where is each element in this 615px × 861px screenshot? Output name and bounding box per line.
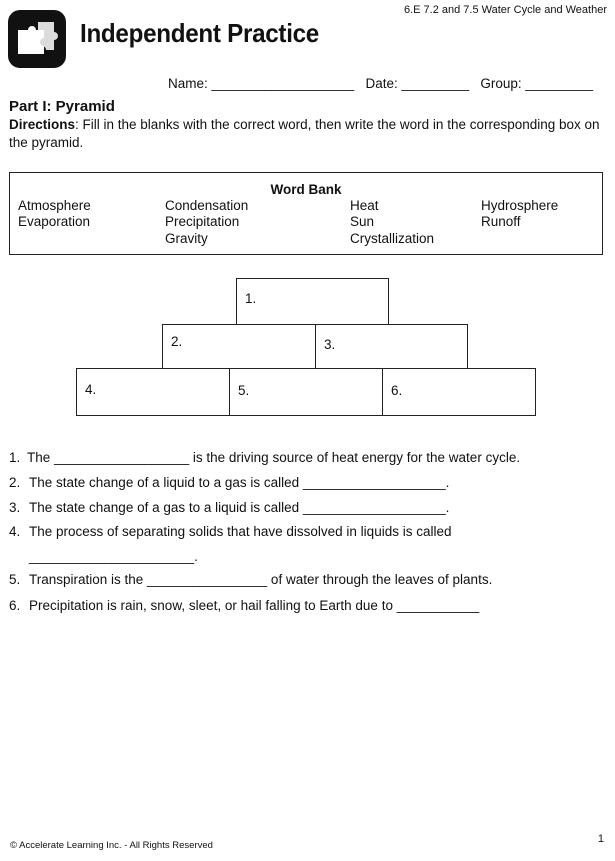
directions xyxy=(9,116,609,152)
pyramid-box-1[interactable] xyxy=(236,278,389,326)
date-label: Date: xyxy=(365,76,398,91)
word-atmosphere: Atmosphere xyxy=(18,198,91,213)
name-blank[interactable]: ___________________ xyxy=(211,76,355,91)
pyramid-box-2-label: 2. xyxy=(171,334,183,349)
date-blank[interactable]: _________ xyxy=(401,76,470,91)
question-4 xyxy=(0,524,615,568)
pyramid-box-4[interactable] xyxy=(76,368,231,416)
question-5-text: Transpiration is the ________________ of water through the leaves of plants. xyxy=(29,572,493,587)
pyramid-box-6-label: 6. xyxy=(391,383,403,398)
directions-text: : Fill in the blanks with the correct word, then write the word in the corresponding box on the pyramid. xyxy=(9,117,600,150)
question-3-text: The state change of a gas to a liquid is called ___________________. xyxy=(29,500,450,515)
question-1 xyxy=(0,450,615,468)
word-gravity: Gravity xyxy=(165,231,208,246)
question-2-number: 2. xyxy=(9,475,21,490)
pyramid-box-3[interactable] xyxy=(315,324,468,370)
word-precipitation: Precipitation xyxy=(165,214,240,229)
pyramid-box-2[interactable] xyxy=(162,324,317,370)
group-blank[interactable]: _________ xyxy=(525,76,593,91)
question-6-text: Precipitation is rain, snow, sleet, or hail falling to Earth due to ___________ xyxy=(29,598,480,613)
word-evaporation: Evaporation xyxy=(18,214,91,229)
question-4-blank: ______________________. xyxy=(29,549,198,564)
page-number: 1 xyxy=(597,833,604,845)
word-bank xyxy=(9,172,603,255)
page-title: Independent Practice xyxy=(80,18,319,48)
question-6-number: 6. xyxy=(9,598,21,613)
pyramid-box-1-label: 1. xyxy=(245,291,257,306)
question-3 xyxy=(0,500,615,518)
directions-label: Directions xyxy=(9,117,76,132)
puzzle-icon xyxy=(8,10,66,68)
copyright: © Accelerate Learning Inc. - All Rights Reserved xyxy=(10,840,213,851)
word-sun: Sun xyxy=(350,214,375,229)
pyramid-box-4-label: 4. xyxy=(85,382,97,397)
question-1-number: 1. xyxy=(9,450,21,465)
pyramid-box-5[interactable] xyxy=(229,368,384,416)
word-heat: Heat xyxy=(350,198,379,213)
pyramid-box-3-label: 3. xyxy=(324,337,336,352)
word-condensation: Condensation xyxy=(165,198,249,213)
question-3-number: 3. xyxy=(9,500,21,515)
puzzle-logo xyxy=(8,10,66,68)
word-crystallization: Crystallization xyxy=(350,231,435,246)
question-6 xyxy=(0,598,615,616)
question-5-number: 5. xyxy=(9,572,21,587)
question-2-text: The state change of a liquid to a gas is called ___________________. xyxy=(29,475,450,490)
question-2 xyxy=(0,475,615,493)
question-4-number: 4. xyxy=(9,524,21,539)
word-bank-title: Word Bank xyxy=(270,182,342,197)
group-label: Group: xyxy=(480,76,522,91)
name-label: Name: xyxy=(168,76,208,91)
question-5 xyxy=(0,572,615,590)
student-info-line xyxy=(168,76,593,91)
word-hydrosphere: Hydrosphere xyxy=(481,198,559,213)
word-runoff: Runoff xyxy=(481,214,521,229)
pyramid-box-5-label: 5. xyxy=(238,383,250,398)
pyramid-box-6[interactable] xyxy=(382,368,536,416)
section-title: Part I: Pyramid xyxy=(9,98,115,115)
question-1-text: The __________________ is the driving source of heat energy for the water cycle. xyxy=(27,450,521,465)
question-4-text: The process of separating solids that have dissolved in liquids is called xyxy=(29,524,452,539)
course-label: 6.E 7.2 and 7.5 Water Cycle and Weather xyxy=(403,4,607,16)
